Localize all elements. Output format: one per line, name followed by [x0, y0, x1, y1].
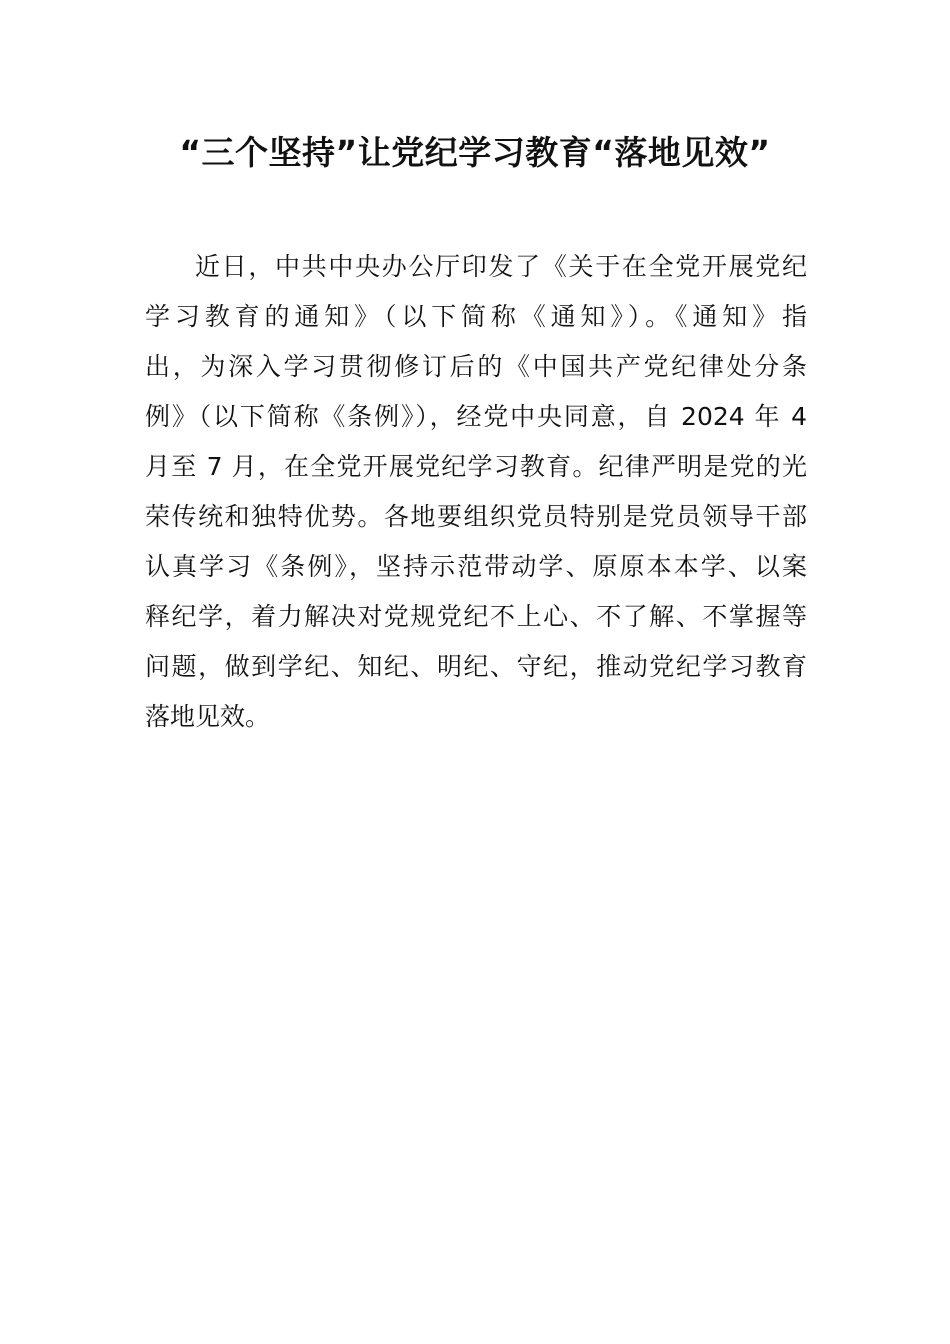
document-paragraph	[145, 242, 807, 742]
paragraph-line: 月至 7 月，在全党开展党纪学习教育。纪律严明是党的光	[145, 452, 807, 481]
paragraph-line: 出，为深入学习贯彻修订后的《中国共产党纪律处分条	[145, 352, 807, 381]
paragraph-line: 释纪学，着力解决对党规党纪不上心、不了解、不掌握等	[145, 602, 807, 631]
paragraph-line: 近日，中共中央办公厅印发了《关于在全党开展党纪	[195, 252, 807, 281]
paragraph-line: 学习教育的通知》（以下简称《通知》）。《通知》指	[145, 302, 807, 331]
paragraph-line: 落地见效。	[145, 702, 271, 731]
paragraph-line: 例》（以下简称《条例》），经党中央同意，自 2024 年 4	[145, 402, 807, 431]
paragraph-line: 认真学习《条例》，坚持示范带动学、原原本本学、以案	[145, 552, 807, 581]
paragraph-line: 荣传统和独特优势。各地要组织党员特别是党员领导干部	[145, 502, 807, 531]
document-title: “三个坚持”让党纪学习教育“落地见效”	[179, 133, 771, 172]
paragraph-line: 问题，做到学纪、知纪、明纪、守纪，推动党纪学习教育	[145, 652, 807, 681]
